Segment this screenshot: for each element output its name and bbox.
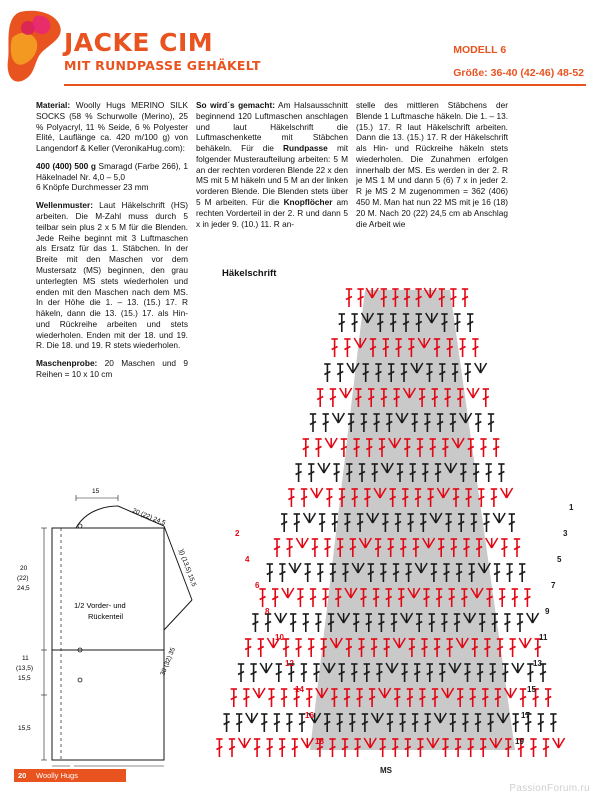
- crochet-chart-svg: [215, 280, 590, 780]
- size-range: Größe: 36-40 (42-46) 48-52: [453, 67, 584, 79]
- header-divider: [64, 84, 586, 86]
- schematic-left-2: 11: [22, 655, 29, 662]
- schematic-left-3: 15,5: [18, 725, 31, 732]
- model-info: [453, 44, 584, 79]
- page-number: 20: [18, 771, 27, 780]
- howto-text-2: mit folgender Musteraufteilung arbeiten: 5 M an der rechten vorderen Blende 22 x den MS mit 5 M häkeln und 5 M an der linken vorderen Blende. Die Blenden stets über 5 M arbeiten. Für die: [196, 143, 348, 208]
- page-title: JACKE CIM: [64, 28, 214, 57]
- gauge-text: 20 Maschen und 9 Reihen = 10 x 10 cm: [36, 358, 188, 379]
- chart-row-number-left: 10: [275, 633, 284, 642]
- chart-row-number-right: 7: [551, 581, 556, 590]
- text-column-instructions: [196, 100, 348, 236]
- chart-row-number-left: 18: [315, 737, 324, 746]
- schematic-left-1b: (22): [17, 575, 29, 582]
- howto-text-3: am rechten Vorderteil in der 2. R und dann 5 x in jeder 9. (10.) 11. R an-: [196, 197, 348, 229]
- material-text: Woolly Hugs MERINO SILK SOCKS (58 % Schurwolle (Merino), 25 % Polyacryl, 11 % Seide, 6 % Polyester Elité, Lauflänge ca. 420 m/100 g) von Langendorf & Keller (VeronikaHug.com):: [36, 100, 188, 154]
- chart-row-number-right: 1: [569, 503, 574, 512]
- schematic-side-diagonal: 30 (32) 35: [159, 646, 177, 677]
- chart-row-number-right: 9: [545, 607, 550, 616]
- brand-logo-icon: [6, 8, 68, 86]
- chart-row-number-left: 4: [245, 555, 250, 564]
- text-column-continued: [356, 100, 508, 236]
- howto-text-1: Am Halsausschnitt beginnend 120 Luftmaschen anschlagen und laut Häkelschrift die Luftmaschenkette mit Stäbchen behäkeln. Für die: [196, 100, 348, 154]
- buttonhole-heading: Knopflöcher: [283, 197, 333, 208]
- pattern-heading: Wellenmuster:: [36, 200, 94, 211]
- chart-row-number-right: 11: [539, 633, 548, 642]
- chart-row-number-right: 15: [527, 685, 536, 694]
- chart-row-number-right: 13: [533, 659, 542, 668]
- schematic-svg: [14, 480, 214, 770]
- chart-row-number-right: 19: [515, 737, 524, 746]
- chart-row-number-right: 3: [563, 529, 568, 538]
- watermark: PassionForum.ru: [509, 783, 590, 794]
- schematic-sleeve-small: )|) (13,5) 15,5: [177, 548, 198, 588]
- chart-row-number-left: 16: [305, 711, 314, 720]
- material-heading: Material:: [36, 100, 71, 110]
- text-column-material: [36, 100, 188, 387]
- ms-axis-label: MS: [380, 766, 392, 775]
- chart-row-number-left: 8: [265, 607, 270, 616]
- pattern-text: Laut Häkelschrift (HS) arbeiten. Die M-Zahl muss durch 5 teilbar sein plus 2 x 5 M für die Blenden. Jede Reihe beginnt mit 3 Luftmaschen als Ersatz für das 1. Stäbchen. In der Breite mit den Maschen vor dem Mustersatz (MS) beginnen, den grau unterlegten MS stets wiederholen und enden mit den Maschen nach dem MS. In der Höhe die 1. – 13. (15.) 17. R häkeln, dann die 13. (15.) 17. als Hin- und Rückreihe arbeiten und stets wiederholen. Enden mit der 18. und 19. R. Die 18. und 19. R stets wiederholen.: [36, 200, 188, 351]
- gauge-heading: Maschenprobe:: [36, 358, 98, 369]
- schematic-left-2c: 15,5: [18, 675, 31, 682]
- schematic-piece-label-1: 1/2 Vorder- und: [74, 601, 126, 610]
- buttons-text: 6 Knöpfe Durchmesser 23 mm: [36, 182, 149, 193]
- yarn-color-text: Smaragd (Farbe 266), 1 Häkelnadel Nr. 4,0 – 5,0: [36, 160, 188, 182]
- chart-row-number-left: 6: [255, 581, 260, 590]
- schematic-left-2b: (13,5): [16, 665, 33, 672]
- schematic-piece-label-2: Rückenteil: [88, 612, 124, 621]
- schematic-left-1: 20: [20, 565, 28, 572]
- title-block: [64, 28, 261, 73]
- schematic-top-width: 15: [92, 488, 100, 495]
- chart-row-number-left: 12: [285, 659, 294, 668]
- model-number: MODELL 6: [453, 44, 507, 56]
- schematic-shoulder-slope: 20 (22) 24,5: [131, 507, 167, 527]
- yarn-amount: 400 (400) 500 g: [36, 160, 96, 171]
- crochet-chart: [215, 280, 590, 780]
- chart-row-number-left: 2: [235, 529, 240, 538]
- page-header: [0, 0, 600, 92]
- chart-row-number-right: 17: [521, 711, 530, 720]
- howto-heading: So wird´s gemacht:: [196, 100, 275, 110]
- chart-title: Häkelschrift: [222, 268, 277, 279]
- garment-schematic: [14, 480, 214, 770]
- continued-text: stelle des mittleren Stäbchens der Blende 1 Luftmasche häkeln. Die 1. – 13. (15.) 17. R laut Häkelschrift arbeiten. Dann die 13. (15.) 17. R der Häkelschrift als Hin- und Rückreihe häkeln stets wiederholen. Die Zunahmen erfolgen innerhalb der MS. Es werden in der 2. R je MS 1 M und dann 5 (6) 7 x in jeder 2. R je MS 2 M zugenommen = 362 (406) 450 M. Man hat nun 22 MS mit je 16 (18) 20 M. Nach 20 (22) 24,5 cm ab Anschlag die Arbeit wie: [356, 100, 508, 229]
- chart-row-number-right: 5: [557, 555, 562, 564]
- chart-row-number-left: 14: [295, 685, 304, 694]
- rundpasse-heading: Rundpasse: [283, 143, 328, 154]
- page-subtitle: MIT RUNDPASSE GEHÄKELT: [64, 58, 261, 73]
- footer-brand: Woolly Hugs: [36, 771, 78, 780]
- schematic-left-1c: 24,5: [17, 585, 30, 592]
